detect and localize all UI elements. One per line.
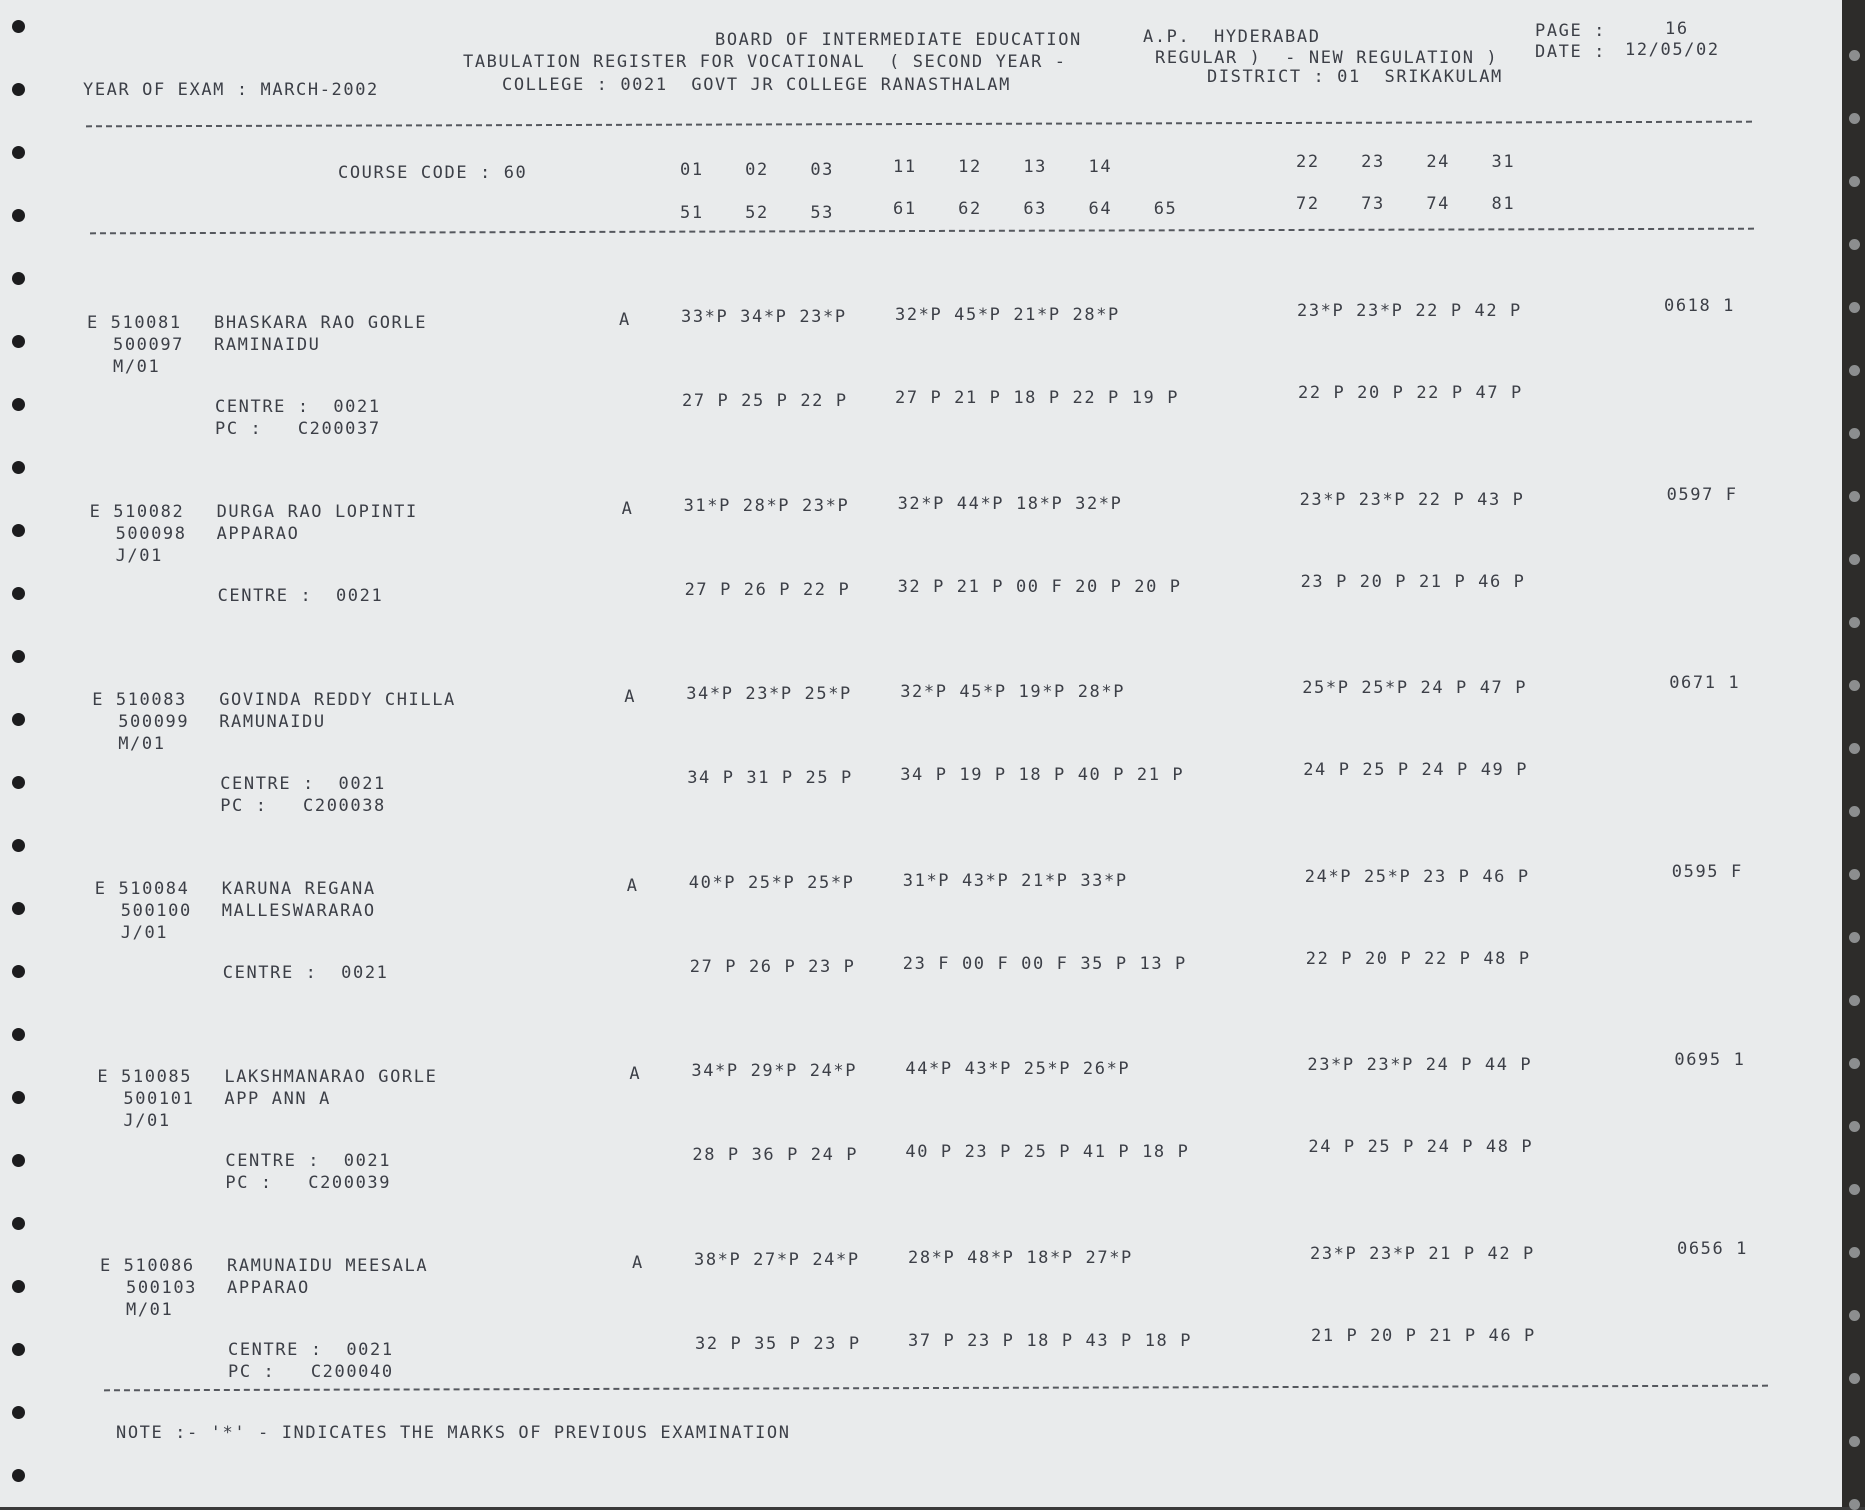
district-label: DISTRICT : 01 SRIKAKULAM xyxy=(1207,67,1503,87)
candidate-name: DURGA RAO LOPINTI xyxy=(216,501,418,522)
part2-marks-language: 32 P 35 P 23 P xyxy=(695,1333,861,1354)
father-name: RAMINAIDU xyxy=(214,335,321,355)
feed-hole xyxy=(12,146,25,159)
footer-divider xyxy=(104,1385,1768,1392)
part2-marks-group-a: 34 P 19 P 18 P 40 P 21 P xyxy=(900,765,1185,785)
columns-divider xyxy=(90,228,1754,235)
footer-note: NOTE :- '*' - INDICATES THE MARKS OF PREVIOUS EXAMINATION xyxy=(116,1423,791,1443)
page-label: PAGE : xyxy=(1535,21,1607,41)
medium-code: A xyxy=(621,498,634,519)
feed-hole xyxy=(1849,1499,1860,1510)
father-name: RAMUNAIDU xyxy=(219,712,326,732)
subject-codes-row2-b: 61 62 63 64 65 xyxy=(893,199,1178,219)
register-title: TABULATION REGISTER FOR VOCATIONAL ( SECOND YEAR - xyxy=(463,52,1067,72)
feed-hole xyxy=(12,272,25,285)
registration-number: 500097 xyxy=(113,335,185,355)
feed-hole xyxy=(1849,806,1860,817)
part1-marks-group-b: 23*P 23*P 24 P 44 P xyxy=(1307,1055,1533,1075)
feed-hole xyxy=(1849,743,1860,754)
registration-number: 500099 xyxy=(118,712,190,732)
total-and-result: 0656 1 xyxy=(1677,1238,1749,1259)
part1-marks-group-a: 28*P 48*P 18*P 27*P xyxy=(908,1247,1133,1268)
feed-hole xyxy=(12,1217,25,1230)
part2-marks-group-a: 23 F 00 F 00 F 35 P 13 P xyxy=(902,953,1187,974)
part2-marks-group-b: 24 P 25 P 24 P 48 P xyxy=(1308,1137,1534,1157)
print-date: 12/05/02 xyxy=(1625,40,1720,60)
part2-marks-group-b: 24 P 25 P 24 P 49 P xyxy=(1303,760,1529,780)
feed-hole xyxy=(12,965,25,978)
part2-marks-language: 34 P 31 P 25 P xyxy=(687,768,853,788)
part2-marks-group-b: 22 P 20 P 22 P 48 P xyxy=(1305,948,1531,969)
part1-marks-group-b: 24*P 25*P 23 P 46 P xyxy=(1304,866,1530,887)
centre-code: CENTRE : 0021 xyxy=(217,585,384,606)
part2-marks-group-a: 40 P 23 P 25 P 41 P 18 P xyxy=(905,1142,1190,1162)
feed-hole xyxy=(12,1091,25,1104)
feed-hole xyxy=(1849,932,1860,943)
part1-marks-group-b: 23*P 23*P 21 P 42 P xyxy=(1310,1243,1535,1264)
feed-hole xyxy=(1849,995,1860,1006)
year-of-exam: YEAR OF EXAM : MARCH-2002 xyxy=(83,80,379,100)
registration-number: 500098 xyxy=(115,523,187,544)
feed-hole xyxy=(12,776,25,789)
part1-marks-language: 33*P 34*P 23*P xyxy=(681,307,847,327)
tractor-feed-holes-left xyxy=(12,0,32,1507)
candidate-name: LAKSHMANARAO GORLE xyxy=(224,1067,438,1087)
hall-ticket-number: E 510086 xyxy=(100,1255,195,1276)
part2-marks-language: 27 P 26 P 22 P xyxy=(684,579,851,600)
feed-hole xyxy=(1849,1058,1860,1069)
father-name: MALLESWARARAO xyxy=(221,900,376,921)
part1-marks-group-a: 32*P 44*P 18*P 32*P xyxy=(897,493,1123,514)
hall-ticket-number: E 510085 xyxy=(97,1067,193,1087)
part1-marks-language: 40*P 25*P 25*P xyxy=(688,872,855,893)
feed-hole xyxy=(1849,302,1860,313)
feed-hole xyxy=(12,1406,25,1419)
state-city: A.P. HYDERABAD xyxy=(1143,27,1321,47)
feed-hole xyxy=(1849,554,1860,565)
part1-marks-language: 34*P 23*P 25*P xyxy=(686,684,852,704)
registration-number: 500103 xyxy=(126,1277,198,1298)
feed-hole xyxy=(12,1154,25,1167)
feed-hole xyxy=(1849,176,1860,187)
header-divider xyxy=(86,121,1752,128)
feed-hole xyxy=(1849,680,1860,691)
feed-hole xyxy=(1849,428,1860,439)
feed-hole xyxy=(1849,1184,1860,1195)
part1-marks-group-a: 32*P 45*P 19*P 28*P xyxy=(900,682,1126,702)
part1-marks-group-a: 32*P 45*P 21*P 28*P xyxy=(895,305,1120,325)
part2-marks-group-a: 37 P 23 P 18 P 43 P 18 P xyxy=(908,1330,1193,1351)
pc-code: PC : C200038 xyxy=(220,796,386,816)
feed-hole xyxy=(1849,1310,1860,1321)
feed-hole xyxy=(12,335,25,348)
centre-code: CENTRE : 0021 xyxy=(215,397,381,417)
father-name: APP ANN A xyxy=(224,1089,331,1109)
part1-marks-group-b: 23*P 23*P 22 P 43 P xyxy=(1299,489,1525,510)
feed-hole xyxy=(1849,869,1860,880)
feed-hole xyxy=(12,713,25,726)
feed-hole xyxy=(12,1280,25,1293)
centre-code: CENTRE : 0021 xyxy=(220,774,386,794)
feed-hole xyxy=(1849,239,1860,250)
feed-hole xyxy=(12,1343,25,1356)
group-code: J/01 xyxy=(115,545,163,566)
feed-hole xyxy=(1849,491,1860,502)
tractor-feed-holes-right xyxy=(1849,0,1863,1507)
total-and-result: 0671 1 xyxy=(1669,673,1741,693)
feed-hole xyxy=(12,650,25,663)
feed-hole xyxy=(12,1028,25,1041)
feed-hole xyxy=(1849,617,1860,628)
college-label: COLLEGE : 0021 GOVT JR COLLEGE RANASTHALAM xyxy=(502,75,1011,95)
candidate-name: BHASKARA RAO GORLE xyxy=(214,313,428,333)
feed-hole xyxy=(12,587,25,600)
regulation-label: REGULAR ) - NEW REGULATION ) xyxy=(1155,48,1499,68)
subject-codes-row2-a: 51 52 53 xyxy=(680,203,835,223)
registration-number: 500100 xyxy=(120,900,192,921)
feed-hole xyxy=(12,524,25,537)
medium-code: A xyxy=(626,875,639,896)
group-code: J/01 xyxy=(120,922,169,943)
part2-marks-group-b: 21 P 20 P 21 P 46 P xyxy=(1311,1325,1536,1346)
part1-marks-group-b: 23*P 23*P 22 P 42 P xyxy=(1297,301,1522,321)
feed-hole xyxy=(1849,113,1860,124)
candidate-name: KARUNA REGANA xyxy=(221,878,376,899)
candidate-name: RAMUNAIDU MEESALA xyxy=(227,1255,429,1276)
subject-codes-row1-b: 11 12 13 14 xyxy=(893,157,1113,177)
centre-code: CENTRE : 0021 xyxy=(225,1151,392,1171)
part1-marks-language: 31*P 28*P 23*P xyxy=(683,495,850,516)
medium-code: A xyxy=(624,687,637,707)
part1-marks-language: 38*P 27*P 24*P xyxy=(694,1249,860,1270)
feed-hole xyxy=(12,209,25,222)
registration-number: 500101 xyxy=(123,1089,195,1109)
part2-marks-group-b: 23 P 20 P 21 P 46 P xyxy=(1300,571,1526,592)
part2-marks-group-b: 22 P 20 P 22 P 47 P xyxy=(1298,383,1523,403)
feed-hole xyxy=(1849,1247,1860,1258)
subject-codes-row1-a: 01 02 03 xyxy=(680,160,835,180)
hall-ticket-number: E 510082 xyxy=(89,501,185,522)
part2-marks-language: 27 P 25 P 22 P xyxy=(682,391,848,411)
date-label: DATE : xyxy=(1535,42,1607,62)
part1-marks-group-b: 25*P 25*P 24 P 47 P xyxy=(1302,678,1528,698)
part1-marks-group-a: 44*P 43*P 25*P 26*P xyxy=(905,1059,1131,1079)
part1-marks-language: 34*P 29*P 24*P xyxy=(691,1061,858,1081)
page-number: 16 xyxy=(1665,19,1689,39)
feed-hole xyxy=(12,839,25,852)
feed-hole xyxy=(12,83,25,96)
centre-code: CENTRE : 0021 xyxy=(222,962,389,983)
hall-ticket-number: E 510081 xyxy=(87,313,182,333)
medium-code: A xyxy=(632,1252,644,1273)
feed-hole xyxy=(12,461,25,474)
group-code: M/01 xyxy=(118,734,166,754)
subject-codes-row1-c: 22 23 24 31 xyxy=(1296,152,1516,172)
feed-hole xyxy=(1849,1373,1860,1384)
feed-hole xyxy=(1849,365,1860,376)
medium-code: A xyxy=(619,310,631,330)
course-code: COURSE CODE : 60 xyxy=(338,163,528,183)
hall-ticket-number: E 510084 xyxy=(94,878,190,899)
pc-code: PC : C200040 xyxy=(228,1361,394,1382)
subject-codes-row2-c: 72 73 74 81 xyxy=(1296,194,1516,214)
candidate-name: GOVINDA REDDY CHILLA xyxy=(219,690,456,710)
part2-marks-language: 28 P 36 P 24 P xyxy=(692,1145,859,1165)
board-title: BOARD OF INTERMEDIATE EDUCATION xyxy=(715,30,1082,50)
feed-hole xyxy=(12,398,25,411)
group-code: M/01 xyxy=(126,1299,174,1320)
feed-hole xyxy=(1849,50,1860,61)
part2-marks-language: 27 P 26 P 23 P xyxy=(689,956,856,977)
pc-code: PC : C200039 xyxy=(225,1173,392,1193)
group-code: J/01 xyxy=(123,1111,171,1131)
total-and-result: 0695 1 xyxy=(1674,1050,1746,1070)
part1-marks-group-a: 31*P 43*P 21*P 33*P xyxy=(902,870,1128,891)
medium-code: A xyxy=(629,1064,642,1084)
father-name: APPARAO xyxy=(216,523,300,544)
feed-hole xyxy=(12,902,25,915)
father-name: APPARAO xyxy=(227,1277,310,1298)
pc-code: PC : C200037 xyxy=(215,419,381,439)
feed-hole xyxy=(12,1469,25,1482)
hall-ticket-number: E 510083 xyxy=(92,690,187,710)
group-code: M/01 xyxy=(113,357,161,377)
total-and-result: 0618 1 xyxy=(1664,296,1736,316)
total-and-result: 0595 F xyxy=(1671,861,1743,882)
centre-code: CENTRE : 0021 xyxy=(228,1339,394,1360)
part2-marks-group-a: 32 P 21 P 00 F 20 P 20 P xyxy=(897,576,1182,597)
feed-hole xyxy=(1849,1436,1860,1447)
part2-marks-group-a: 27 P 21 P 18 P 22 P 19 P xyxy=(895,388,1180,408)
feed-hole xyxy=(12,20,25,33)
total-and-result: 0597 F xyxy=(1666,484,1738,505)
feed-hole xyxy=(1849,1121,1860,1132)
